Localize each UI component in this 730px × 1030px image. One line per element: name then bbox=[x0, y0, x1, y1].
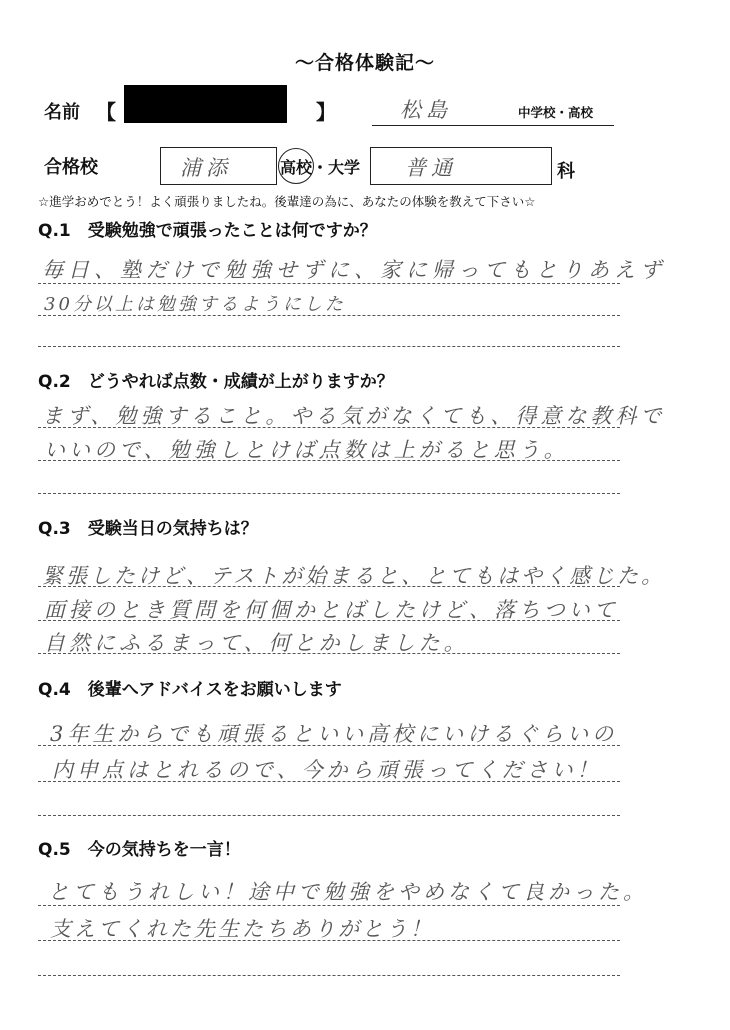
school-type-label: 中学校・高校 bbox=[518, 105, 594, 120]
pass-school-type: 高校・大学 bbox=[280, 158, 361, 177]
answer-line bbox=[38, 493, 620, 494]
answer-2-line-1: まず、勉強すること。やる気がなくても、得意な教科で bbox=[42, 404, 666, 428]
course-box bbox=[370, 147, 552, 185]
answer-5-line-2: 支えてくれた先生たちありがとう！ bbox=[50, 917, 434, 941]
answer-5-line-1: とてもうれしい！途中で勉強をやめなくて良かった。 bbox=[48, 880, 648, 904]
junior-school-name: 松島 bbox=[400, 98, 452, 122]
answer-line bbox=[38, 586, 620, 587]
answer-3-line-1: 緊張したけど、テストが始まると、とてもはやく感じた。 bbox=[42, 564, 666, 588]
answer-3-line-2: 面接のとき質問を何個かとばしたけど、落ちついて bbox=[44, 598, 619, 622]
school-underline bbox=[372, 125, 614, 126]
answer-line bbox=[38, 653, 620, 654]
answer-line bbox=[38, 315, 620, 316]
answer-line bbox=[38, 460, 620, 461]
name-bracket-close: 】 bbox=[316, 100, 336, 124]
page-title: ～合格体験記～ bbox=[294, 52, 435, 74]
answer-1-line-2: 30分以上は勉強するようにした bbox=[44, 294, 346, 315]
question-5: Q.5 今の気持ちを一言！ bbox=[38, 840, 241, 860]
question-3: Q.3 受験当日の気持ちは？ bbox=[38, 519, 258, 539]
answer-4-line-2: 内申点はとれるので、今から頑張ってください！ bbox=[52, 758, 602, 782]
intro-note: ☆進学おめでとう！よく頑張りましたね。後輩達の為に、あなたの体験を教えて下さい☆ bbox=[38, 194, 536, 209]
answer-line bbox=[38, 940, 620, 941]
answer-line bbox=[38, 781, 620, 782]
answer-line bbox=[38, 346, 620, 347]
answer-line bbox=[38, 975, 620, 976]
answer-3-line-3: 自然にふるまって、何とかしました。 bbox=[44, 631, 469, 655]
answer-line bbox=[38, 283, 620, 284]
question-4: Q.4 後輩へアドバイスをお願いします bbox=[38, 680, 342, 700]
pass-school-name: 浦添 bbox=[180, 156, 232, 180]
answer-1-line-1: 毎日、塾だけで勉強せずに、家に帰ってもとりあえず bbox=[42, 258, 666, 282]
course-suffix: 科 bbox=[557, 161, 575, 182]
answer-line bbox=[38, 905, 620, 906]
name-bracket-open: 【 bbox=[96, 100, 116, 124]
answer-line bbox=[38, 620, 620, 621]
answer-line bbox=[38, 815, 620, 816]
redacted-name bbox=[124, 85, 287, 123]
name-label: 名前 bbox=[44, 102, 80, 123]
answer-2-line-2: いいので、勉強しとけば点数は上がると思う。 bbox=[44, 438, 569, 462]
answer-4-line-1: 3年生からでも頑張るといい高校にいけるぐらいの bbox=[50, 722, 618, 746]
answer-line bbox=[38, 427, 620, 428]
question-2: Q.2 どうやれば点数・成績が上がりますか？ bbox=[38, 372, 394, 392]
course-name: 普通 bbox=[405, 156, 457, 180]
answer-line bbox=[38, 745, 620, 746]
question-1: Q.1 受験勉強で頑張ったことは何ですか？ bbox=[38, 221, 377, 241]
pass-school-label: 合格校 bbox=[44, 157, 98, 178]
